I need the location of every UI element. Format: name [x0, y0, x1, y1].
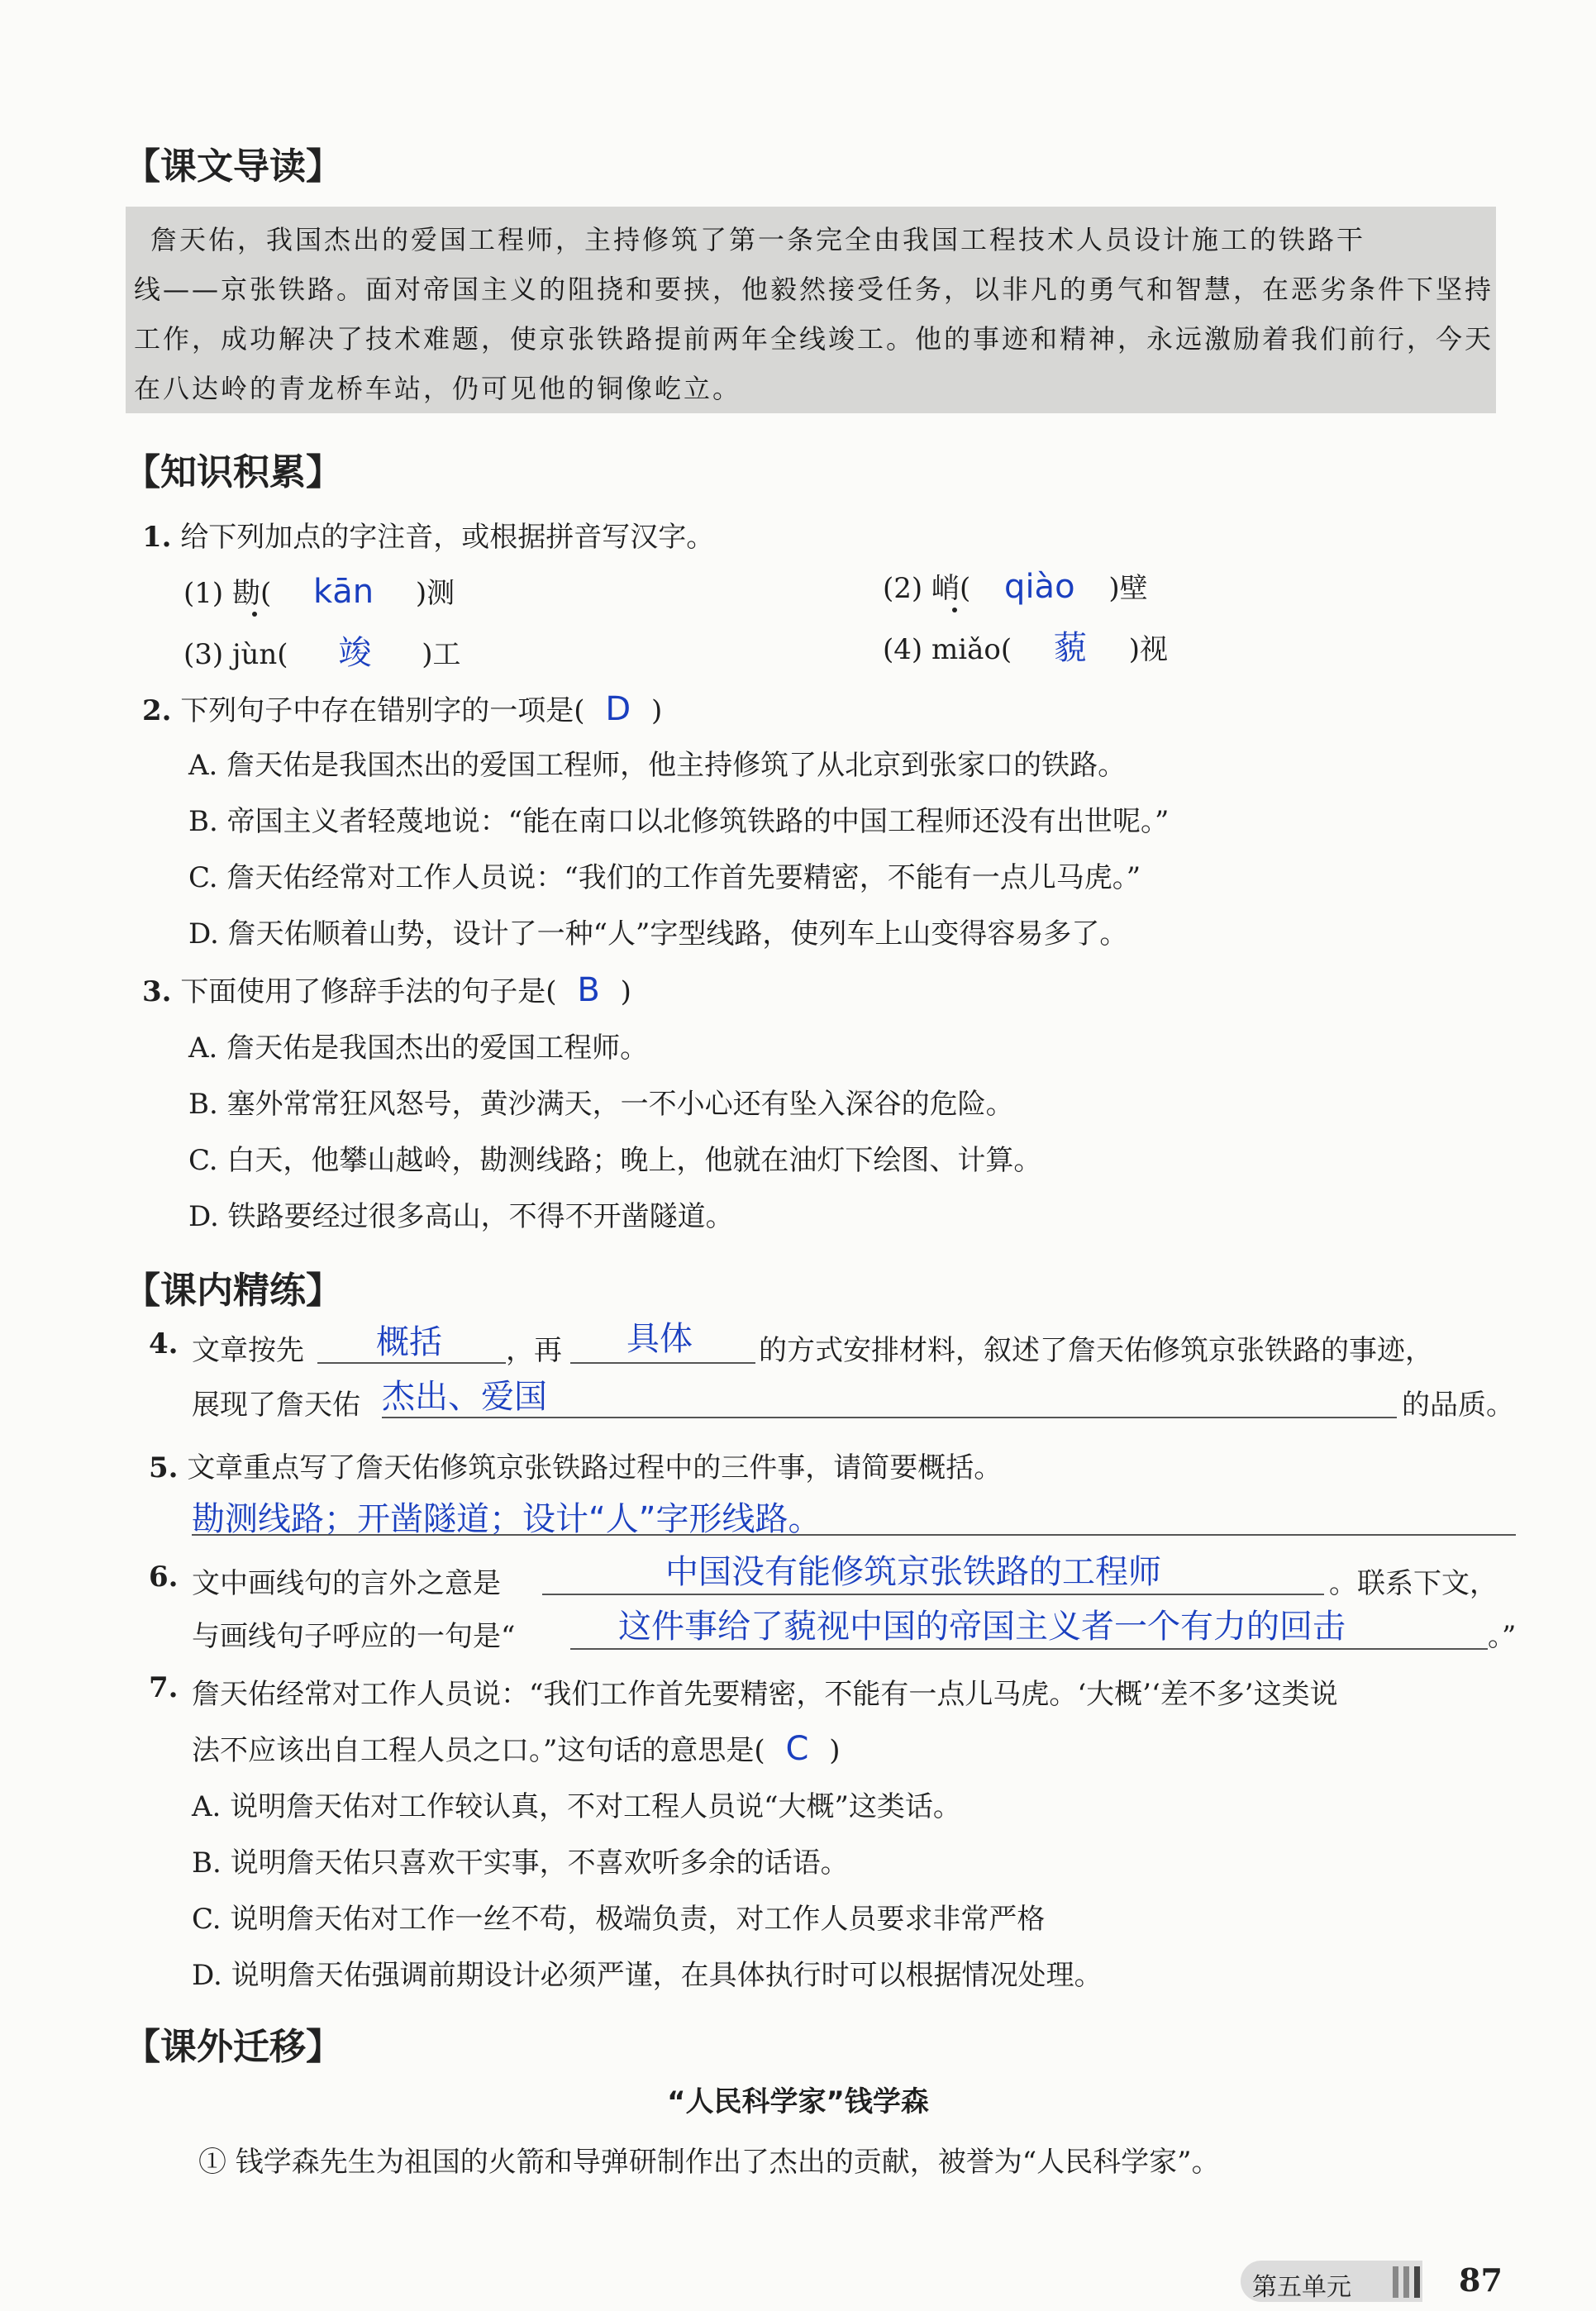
page-number: 87: [1459, 2261, 1503, 2299]
article-title: “人民科学家”钱学森: [667, 2085, 929, 2118]
article-paragraph-1: ① 钱学森先生为祖国的火箭和导弹研制作出了杰出的贡献，被誉为“人民科学家”。: [198, 2146, 1220, 2179]
emphasis-dot: [952, 608, 957, 612]
q4-text-2: ，再: [506, 1334, 562, 1367]
question-close: ): [620, 975, 631, 1008]
q7-option-a: A. 说明詹天佑对工作较认真，不对工程人员说“大概”这类话。: [192, 1790, 961, 1823]
q1-item-1: [183, 570, 455, 611]
q7-number: [149, 1671, 179, 1704]
q1-item-4: [883, 622, 1168, 669]
intro-line: 詹天佑，我国杰出的爱国工程师，主持修筑了第一条完全由我国工程技术人员设计施工的铁路干: [150, 224, 1366, 255]
question-number: 6.: [149, 1561, 179, 1594]
q4-text-1: 文章按先: [192, 1334, 304, 1367]
q3-option-a: A. 詹天佑是我国杰出的爱国工程师。: [188, 1032, 649, 1065]
q6-text-2: 。联系下文，: [1329, 1567, 1498, 1600]
intro-line: 线——京张铁路。面对帝国主义的阻挠和要挟，他毅然接受任务，以非凡的勇气和智慧，在恶劣条件下坚持: [134, 274, 1494, 305]
question-stem: 法不应该出自工程人员之口。”这句话的意思是(: [192, 1734, 765, 1767]
question-number: 5.: [149, 1451, 179, 1484]
answer-text: 竣: [338, 634, 372, 672]
q2-option-c: C. 詹天佑经常对工作人员说：“我们的工作首先要精密，不能有一点儿马虎。”: [188, 861, 1141, 894]
q7-option-c: C. 说明詹天佑对工作一丝不苟，极端负责，对工作人员要求非常严格: [192, 1903, 1046, 1936]
intro-line: 在八达岭的青龙桥车站，仍可见他的铜像屹立。: [134, 373, 742, 404]
blank-line: [570, 1362, 755, 1364]
question-3: [142, 969, 631, 1009]
blank-line: [570, 1648, 1488, 1650]
q7-line-1: 詹天佑经常对工作人员说：“我们工作首先要精密，不能有一点儿马虎。‘大概’‘差不多’这类说: [192, 1678, 1338, 1711]
q3-option-d: D. 铁路要经过很多高山，不得不开凿隧道。: [188, 1200, 734, 1233]
q1-item-2: [883, 565, 1148, 606]
item-suffix: )测: [415, 577, 455, 610]
q3-option-c: C. 白天，他攀山越岭，勘测线路；晚上，他就在油灯下绘图、计算。: [188, 1144, 1042, 1177]
q7-line-2: [192, 1727, 840, 1768]
item-prefix: (3) jùn(: [183, 638, 288, 671]
q6-number: [149, 1561, 179, 1594]
question-number: 3.: [142, 975, 172, 1008]
question-number: 1.: [142, 521, 172, 554]
answer-text: qiào: [1004, 568, 1075, 606]
q4-answer-2: 具体: [626, 1320, 693, 1358]
section-title-practice: 【课内精练】: [124, 1270, 342, 1312]
question-text: 文章重点写了詹天佑修筑京张铁路过程中的三件事，请简要概括。: [187, 1451, 1003, 1484]
answer-text: 藐: [1053, 629, 1087, 667]
q4-text-3: 的方式安排材料，叙述了詹天佑修筑京张铁路的事迹，: [759, 1334, 1433, 1367]
item-suffix: )视: [1128, 633, 1168, 666]
q7-option-b: B. 说明詹天佑只喜欢干实事，不喜欢听多余的话语。: [192, 1846, 849, 1880]
item-prefix: (2) 峭(: [883, 572, 971, 605]
question-number: 7.: [149, 1671, 179, 1704]
answer-letter: B: [577, 971, 600, 1009]
blank-line: [542, 1594, 1324, 1595]
q6-answer-2: 这件事给了藐视中国的帝国主义者一个有力的回击: [618, 1608, 1346, 1646]
q6-text-4: 。”: [1488, 1620, 1517, 1653]
item-prefix: (4) miǎo(: [883, 633, 1012, 666]
item-prefix: (1) 勘(: [183, 577, 272, 610]
emphasis-dot: [252, 612, 257, 617]
question-1: [142, 514, 714, 555]
item-suffix: )壁: [1108, 572, 1148, 605]
q6-text-3: 与画线句子呼应的一句是“: [192, 1620, 516, 1653]
q4-text-4: 展现了詹天佑: [192, 1389, 360, 1422]
q2-option-d: D. 詹天佑顺着山势，设计了一种“人”字型线路，使列车上山变得容易多了。: [188, 917, 1128, 951]
section-title-transfer: 【课外迁移】: [124, 2026, 342, 2068]
answer-text: kān: [313, 573, 374, 611]
intro-line: 工作，成功解决了技术难题，使京张铁路提前两年全线竣工。他的事迹和精神，永远激励着我们前行，今天: [134, 323, 1494, 355]
q2-option-a: A. 詹天佑是我国杰出的爱国工程师，他主持修筑了从北京到张家口的铁路。: [188, 749, 1127, 782]
q5-answer: 勘测线路；开凿隧道；设计“人”字形线路。: [192, 1500, 822, 1538]
question-number: 2.: [142, 694, 172, 727]
question-stem: 下面使用了修辞手法的句子是(: [180, 975, 557, 1008]
footer-unit: 第五单元: [1252, 2273, 1351, 2302]
q3-option-b: B. 塞外常常狂风怒号，黄沙满天，一不小心还有坠入深谷的危险。: [188, 1088, 1014, 1121]
q4-answer-3: 杰出、爱国: [382, 1378, 547, 1416]
question-close: ): [829, 1734, 841, 1767]
question-number: 4.: [149, 1327, 179, 1360]
question-5: [149, 1445, 1002, 1485]
question-text: 给下列加点的字注音，或根据拼音写汉字。: [180, 521, 715, 554]
question-2: [142, 688, 662, 728]
q6-answer-1: 中国没有能修筑京张铁路的工程师: [665, 1553, 1161, 1591]
section-title-knowledge: 【知识积累】: [124, 451, 342, 493]
answer-letter: C: [785, 1730, 809, 1768]
q1-item-3: [183, 627, 460, 674]
item-suffix: )工: [422, 638, 461, 671]
q4-number: [149, 1327, 179, 1360]
question-close: ): [651, 694, 663, 727]
q4-text-5: 的品质。: [1402, 1389, 1514, 1422]
q2-option-b: B. 帝国主义者轻蔑地说：“能在南口以北修筑铁路的中国工程师还没有出世呢。”: [188, 805, 1170, 838]
q4-answer-1: 概括: [376, 1323, 442, 1361]
intro-box: [126, 207, 1496, 413]
answer-letter: D: [605, 690, 631, 728]
footer-bars-icon: [1393, 2266, 1425, 2301]
question-stem: 下列句子中存在错别字的一项是(: [180, 694, 585, 727]
blank-line: [192, 1534, 1516, 1536]
section-title-reading-guide: 【课文导读】: [124, 145, 342, 188]
q6-text-1: 文中画线句的言外之意是: [192, 1567, 501, 1600]
q7-option-d: D. 说明詹天佑强调前期设计必须严谨，在具体执行时可以根据情况处理。: [192, 1959, 1103, 1992]
